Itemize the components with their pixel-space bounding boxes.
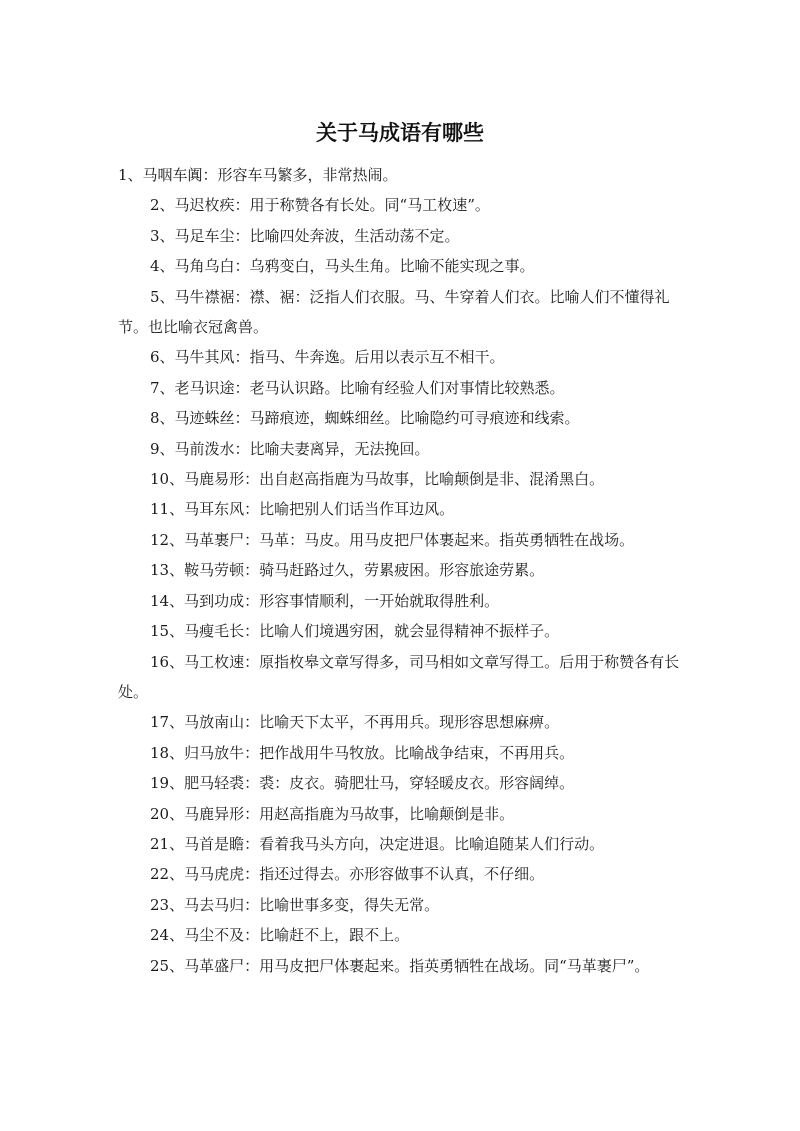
list-item: 22、马马虎虎：指还过得去。亦形容做事不认真，不仔细。: [150, 865, 545, 884]
list-item: 17、马放南山：比喻天下太平，不再用兵。现形容思想麻痹。: [150, 713, 560, 732]
list-item: 15、马瘦毛长：比喻人们境遇穷困，就会显得精神不振样子。: [150, 622, 560, 641]
list-item: 12、马革裹尸：马革：马皮。用马皮把尸体裹起来。指英勇牺牲在战场。: [150, 530, 635, 549]
list-item: 8、马迹蛛丝：马蹄痕迹，蜘蛛细丝。比喻隐约可寻痕迹和线索。: [150, 409, 580, 428]
list-item: 4、马角乌白：乌鸦变白，马头生角。比喻不能实现之事。: [150, 257, 535, 276]
list-item: 10、马鹿易形：出自赵高指鹿为马故事，比喻颠倒是非、混淆黑白。: [150, 470, 605, 489]
list-item: 6、马牛其风：指马、牛奔逸。后用以表示互不相干。: [150, 348, 505, 367]
list-item: 2、马迟枚疾：用于称赞各有长处。同“马工枚速”。: [150, 196, 490, 215]
list-item: 19、肥马轻裘：裘：皮衣。骑肥壮马，穿轻暖皮衣。形容阔绰。: [150, 774, 575, 793]
list-item: 9、马前泼水：比喻夫妻离异，无法挽回。: [150, 439, 430, 458]
list-item: 13、鞍马劳顿：骑马赶路过久，劳累疲困。形容旅途劳累。: [150, 561, 545, 580]
list-item: 7、老马识途：老马认识路。比喻有经验人们对事情比较熟悉。: [150, 378, 565, 397]
list-item: 21、马首是瞻：看着我马头方向，决定进退。比喻追随某人们行动。: [150, 834, 605, 853]
document-title: 关于马成语有哪些: [316, 121, 484, 145]
list-item: 11、马耳东风：比喻把别人们话当作耳边风。: [150, 500, 455, 519]
list-item: 18、归马放牛：把作战用牛马牧放。比喻战争结束，不再用兵。: [150, 743, 575, 762]
list-item: 23、马去马归：比喻世事多变，得失无常。: [150, 895, 440, 914]
list-item: 3、马足车尘：比喻四处奔波，生活动荡不定。: [150, 226, 460, 245]
list-item: 1、马咽车阗：形容车马繁多，非常热闹。: [118, 166, 398, 184]
list-item: 14、马到功成：形容事情顺利，一开始就取得胜利。: [150, 591, 500, 610]
idiom-list: [118, 160, 684, 981]
list-item: 5、马牛襟裾：襟、裾：泛指人们衣服。马、牛穿着人们衣。比喻人们不懂得礼节。也比喻衣冠禽兽。: [118, 287, 670, 337]
list-item: 25、马革盛尸：用马皮把尸体裹起来。指英勇牺牲在战场。同“马革裹尸”。: [150, 956, 650, 975]
list-item: 16、马工枚速：原指枚皋文章写得多，司马相如文章写得工。后用于称赞各有长处。: [118, 652, 680, 701]
list-item: 24、马尘不及：比喻赶不上，跟不上。: [150, 926, 410, 945]
list-item: 20、马鹿异形：用赵高指鹿为马故事，比喻颠倒是非。: [150, 804, 515, 823]
